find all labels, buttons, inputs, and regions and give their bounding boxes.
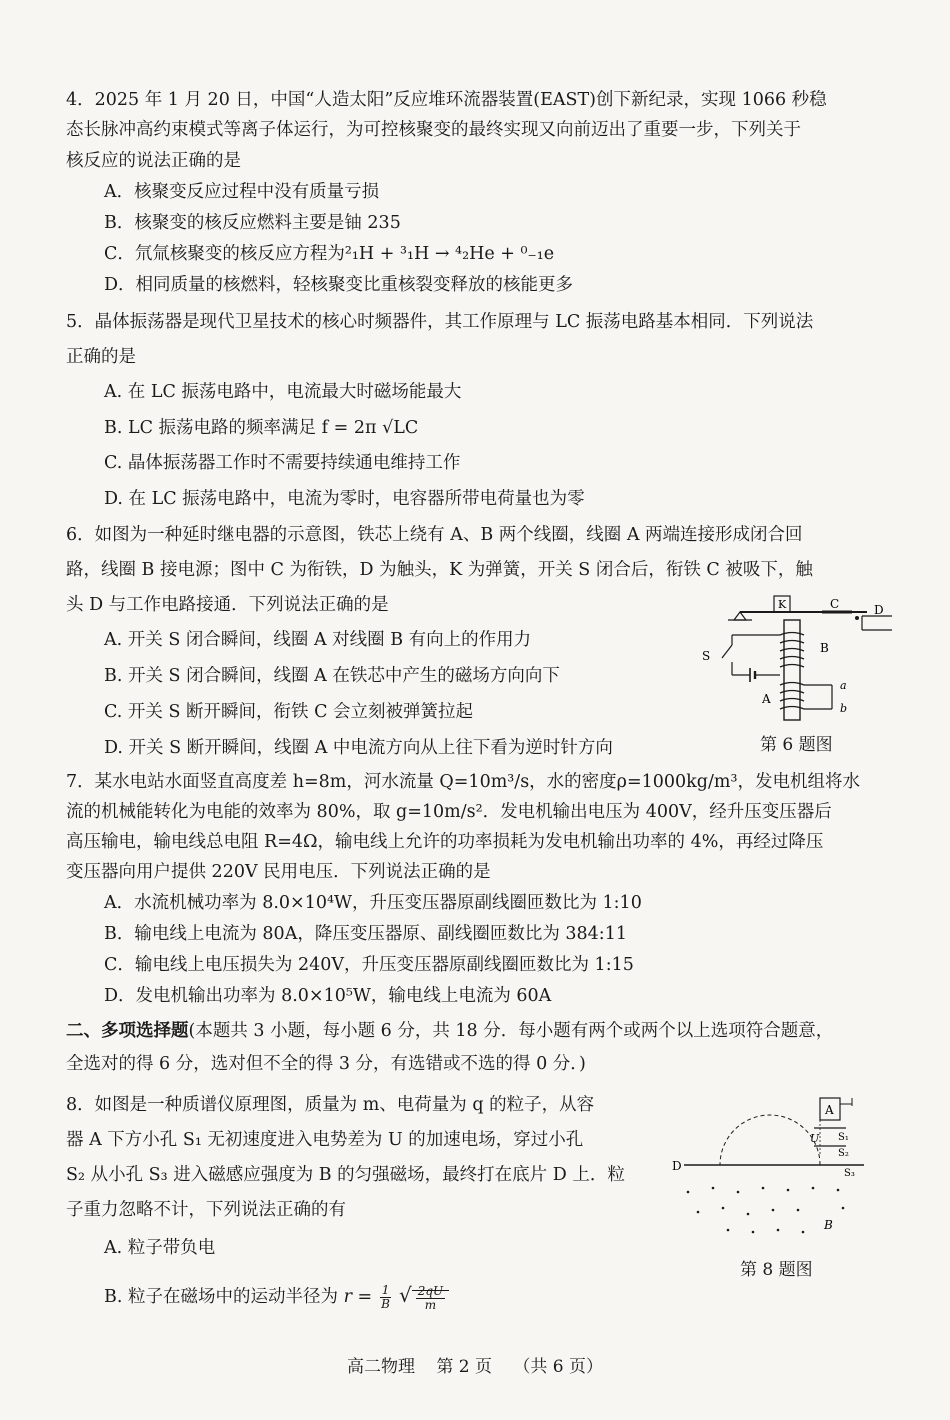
q7-option-c: C．输电线上电压损失为 240V，升压变压器原副线圈匝数比为 1:15	[104, 955, 634, 975]
q4-line-1: 4．2025 年 1 月 20 日，中国“人造太阳”反应堆环流器装置(EAST)创下新纪录，实现 1066 秒稳	[66, 90, 827, 110]
label-s: S	[702, 649, 711, 663]
iron-core	[784, 620, 800, 720]
label-d: D	[874, 603, 884, 617]
label-c: C	[830, 597, 840, 611]
q5-line-2: 正确的是	[66, 347, 136, 367]
q6-option-d: D. 开关 S 断开瞬间，线圈 A 中电流方向从上往下看为逆时针方向	[104, 738, 613, 758]
q6-line-3: 头 D 与工作电路接通．下列说法正确的是	[66, 595, 389, 615]
q5-option-a: A. 在 LC 振荡电路中，电流最大时磁场能最大	[104, 382, 462, 402]
q8-formula-den1: B	[381, 1297, 390, 1311]
page-footer	[0, 1352, 950, 1377]
label-b: B	[820, 641, 829, 655]
q7-line-3: 高压输电，输电线总电阻 R=4Ω，输电线上允许的功率损耗为发电机输出功率的 4%，再经过降压	[66, 832, 824, 852]
q5-option-b: B. LC 振荡电路的频率满足 f = 2π √LC	[104, 418, 419, 438]
q5-option-d: D. 在 LC 振荡电路中，电流为零时，电容器所带电荷量也为零	[104, 489, 585, 509]
q7-option-a: A．水流机械功率为 8.0×10⁴W，升压变压器原副线圈匝数比为 1:10	[104, 893, 642, 913]
q4-line-2: 态长脉冲高约束模式等离子体运行，为可控核聚变的最终实现又向前迈出了重要一步，下列关于	[66, 120, 801, 140]
section-2-line-2: 全选对的得 6 分，选对但不全的得 3 分，有选错或不选的得 0 分．)	[66, 1054, 586, 1074]
label-d: D	[672, 1159, 682, 1173]
particle-arc	[720, 1115, 820, 1165]
label-a-small: a	[840, 679, 847, 692]
q8-formula-r: r =	[343, 1287, 373, 1307]
q6-line-1: 6．如图为一种延时继电器的示意图，铁芯上绕有 A、B 两个线圈，线圈 A 两端连接形成闭合回	[66, 525, 803, 545]
q8-formula-frac1	[380, 1284, 392, 1311]
label-a: A	[762, 692, 771, 706]
label-container-a: A	[825, 1103, 834, 1117]
q6-option-b: B. 开关 S 闭合瞬间，线圈 A 在铁芯中产生的磁场方向向下	[104, 666, 560, 686]
label-b-small: b	[840, 702, 848, 715]
section-2-title: 二、多项选择题	[66, 1021, 189, 1041]
q6-option-a: A. 开关 S 闭合瞬间，线圈 A 对线圈 B 有向上的作用力	[104, 630, 532, 650]
q4-option-d: D．相同质量的核燃料，轻核聚变比重核裂变释放的核能更多	[104, 275, 574, 295]
q5-line-1: 5．晶体振荡器是现代卫星技术的核心时频器件，其工作原理与 LC 振荡电路基本相同．下列说法	[66, 312, 814, 332]
footer-page: 第 2 页	[436, 1357, 492, 1377]
footer-total: （共 6 页）	[513, 1357, 604, 1377]
label-b-field: B	[824, 1218, 833, 1232]
q8-option-b: B. 粒子在磁场中的运动半径为 r = $\frac{1}{B}$ √ $\frac{2qU}{m}$	[104, 1283, 449, 1312]
q8-line-3: S₂ 从小孔 S₃ 进入磁感应强度为 B 的匀强磁场，最终打在底片 D 上．粒	[66, 1165, 625, 1185]
q7-line-1: 7．某水电站水面竖直高度差 h=8m，河水流量 Q=10m³/s，水的密度ρ=1000kg/m³，发电机组将水	[66, 772, 860, 792]
q4-option-a: A．核聚变反应过程中没有质量亏损	[104, 182, 380, 202]
q8-formula-num2: 2qU	[417, 1284, 444, 1298]
q8-line-2: 器 A 下方小孔 S₁ 无初速度进入电势差为 U 的加速电场，穿过小孔	[66, 1130, 584, 1150]
q8-figure-caption: 第 8 题图	[740, 1260, 813, 1280]
q5-option-c: C. 晶体振荡器工作时不需要持续通电维持工作	[104, 453, 461, 473]
pivot-icon	[734, 612, 746, 620]
q8-option-b-text: B. 粒子在磁场中的运动半径为	[104, 1287, 338, 1307]
section-2-line-1	[66, 1019, 833, 1043]
q8-line-1: 8．如图是一种质谱仪原理图，质量为 m、电荷量为 q 的粒子，从容	[66, 1095, 595, 1115]
q8-option-a: A. 粒子带负电	[104, 1238, 216, 1258]
q8-formula-num1: 1	[381, 1283, 390, 1297]
q6-option-c: C. 开关 S 断开瞬间，衔铁 C 会立刻被弹簧拉起	[104, 702, 474, 722]
q7-line-2: 流的机械能转化为电能的效率为 80%，取 g=10m/s²．发电机输出电压为 400V，经升压变压器后	[66, 802, 832, 822]
q6-line-2: 路，线圈 B 接电源；图中 C 为衔铁，D 为触头，K 为弹簧，开关 S 闭合后，衔铁 C 被吸下，触	[66, 560, 813, 580]
label-k: K	[778, 598, 787, 611]
label-s2: S₂	[838, 1148, 849, 1159]
q6-figure-caption: 第 6 题图	[760, 735, 833, 755]
q4-option-b: B．核聚变的核反应燃料主要是铀 235	[104, 213, 401, 233]
q8-formula-frac2	[416, 1285, 445, 1312]
q7-line-4: 变压器向用户提供 220V 民用电压．下列说法正确的是	[66, 862, 491, 882]
q4-line-3: 核反应的说法正确的是	[66, 151, 241, 171]
q7-option-b: B．输电线上电流为 80A，降压变压器原、副线圈匝数比为 384:11	[104, 924, 627, 944]
relay-diagram	[692, 590, 902, 725]
section-2-rest: (本题共 3 小题，每小题 6 分，共 18 分．每小题有两个或两个以上选项符合题意，	[188, 1021, 834, 1041]
q7-option-d: D．发电机输出功率为 8.0×10⁵W，输电线上电流为 60A	[104, 986, 552, 1006]
label-s3: S₃	[844, 1168, 855, 1179]
magnetic-field-dots	[687, 1187, 845, 1234]
q8-formula-sqrt	[412, 1284, 449, 1312]
label-s1: S₁	[838, 1132, 849, 1143]
q8-formula-den2: m	[424, 1298, 437, 1312]
footer-course: 高二物理	[346, 1357, 415, 1377]
q4-option-c: C．氘氚核聚变的核反应方程为²₁H + ³₁H → ⁴₂He + ⁰₋₁e	[104, 244, 555, 264]
mass-spectrometer-diagram	[668, 1092, 868, 1242]
q8-line-4: 子重力忽略不计，下列说法正确的有	[66, 1200, 346, 1220]
switch-s	[722, 645, 732, 658]
label-u: U	[810, 1132, 820, 1145]
contact-dot	[855, 616, 859, 620]
